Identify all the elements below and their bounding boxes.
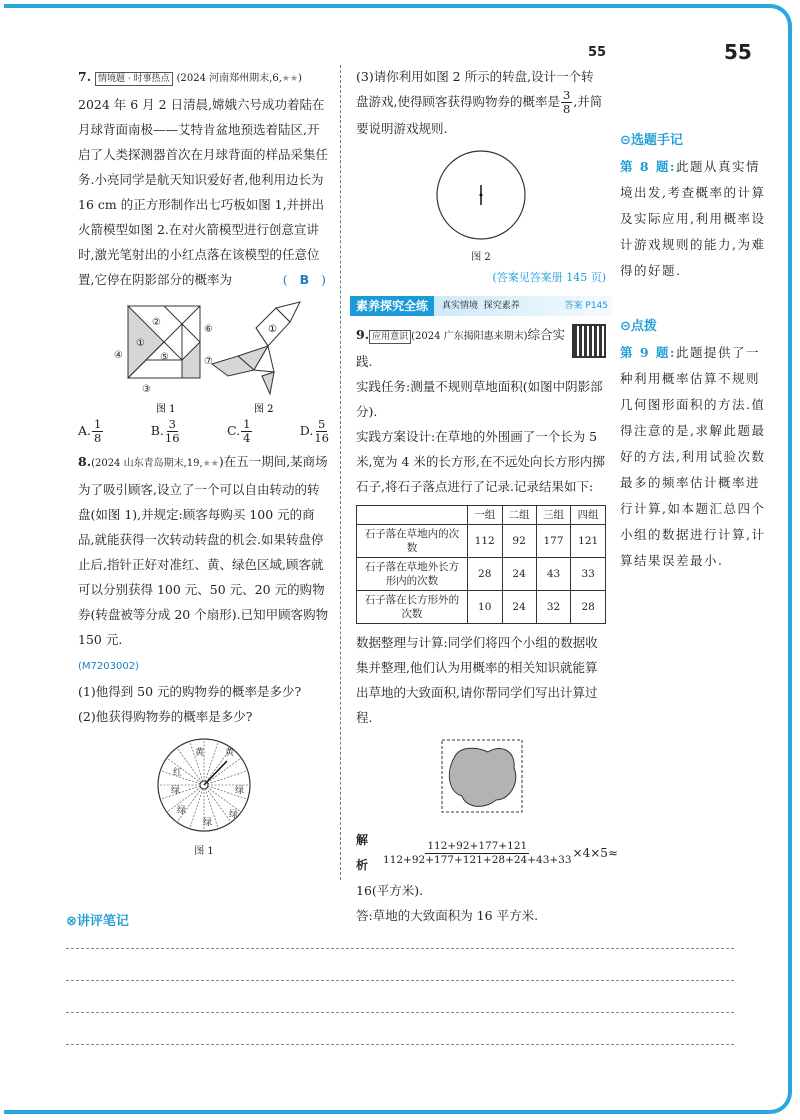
q8-text: )在五一期间,某商场为了吸引顾客,设立了一个可以自由转动的转盘(如图 1),并规定:顾客每购买 100 元的商品,就能获得一次转动转盘的机会.如果转盘停止后,指针正好对准红、黄、绿色区域,顾客就可以分别获得 100 元、50 元、20 元的购物券(转盘被等分成 20 个扇形).已知甲顾客购物 150 元. bbox=[78, 454, 329, 647]
q8-body bbox=[78, 449, 330, 652]
q7-number: 7. bbox=[78, 69, 92, 84]
banner-tags-left bbox=[442, 296, 520, 316]
table-row bbox=[357, 558, 606, 591]
q7-paren-close: ) bbox=[321, 272, 326, 287]
left-column bbox=[78, 64, 330, 859]
choice-a-num: 1 bbox=[94, 417, 102, 431]
page-number: 55 bbox=[724, 40, 752, 64]
q7-answer: B bbox=[299, 272, 310, 287]
table-cell: 43 bbox=[536, 558, 571, 591]
table-header-cell: 四组 bbox=[571, 506, 606, 525]
note-icon: ⊝ bbox=[620, 133, 631, 148]
choice-a bbox=[78, 418, 104, 445]
rocket-model bbox=[212, 302, 300, 394]
table-cell: 28 bbox=[467, 558, 502, 591]
sidebar-q8 bbox=[620, 154, 770, 284]
sidebar-q9 bbox=[620, 340, 770, 574]
tip-icon: ⊝ bbox=[620, 319, 631, 334]
choice-a-label: A. bbox=[78, 423, 92, 438]
sidebar-head2-text: 点拨 bbox=[630, 319, 657, 334]
solution-answer: 答:草地的大致面积为 16 平方米. bbox=[356, 908, 539, 923]
sidebar-q8-label: 第 8 题: bbox=[620, 159, 677, 174]
irregular-lawn bbox=[440, 738, 524, 816]
choice-d bbox=[300, 418, 330, 445]
table-header-cell: 二组 bbox=[502, 506, 536, 525]
q7-paren-open: ( bbox=[282, 272, 288, 287]
solution-numerator: 112+92+177+121 bbox=[427, 839, 528, 852]
choice-d-den: 16 bbox=[314, 431, 329, 445]
wheel-label-yellow-1: 黄 bbox=[195, 748, 205, 758]
choice-c-num: 1 bbox=[243, 417, 251, 431]
table-header-cell: 一组 bbox=[467, 506, 502, 525]
sidebar-q8-text: 此题从真实情境出发,考查概率的计算及实际应用,利用概率设计游戏规则的能力,为难得的好题. bbox=[620, 159, 766, 278]
banner-tag-1: 真实情境 bbox=[442, 301, 479, 311]
choice-b-num: 3 bbox=[168, 417, 176, 431]
lawn-figure bbox=[440, 738, 606, 824]
q9-plan: 实践方案设计:在草地的外围画了一个长为 5 米,宽为 4 米的长方形,在不远处向长方形内掷石子,将石子落点进行了记录.记录结果如下: bbox=[356, 429, 605, 494]
banner-title: 素养探究全练 bbox=[350, 296, 434, 316]
q9-head bbox=[356, 322, 606, 374]
table-cell: 10 bbox=[467, 591, 502, 624]
q7-source: (2024 河南郑州期末,6, bbox=[176, 73, 282, 84]
spinner-wheel bbox=[149, 733, 259, 837]
q7-text: 2024 年 6 月 2 日清晨,嫦娥六号成功着陆在月球背面南极——艾特肯盆地预选着陆区,开启了人类探测器首次在月球背面的样品采集任务.小亮同学是航天知识爱好者,他利用边长为 16 cm 的正方形制作出七巧板如图 1,并拼出火箭模型如图 2.在对火箭模型进行创意宣讲时,激光笔射出的小红点落在该模型的任意位置,它停在阴影部分的概率为 bbox=[78, 97, 329, 287]
table-cell: 112 bbox=[467, 525, 502, 558]
table-header-cell bbox=[357, 506, 468, 525]
column-separator bbox=[340, 65, 341, 880]
record-table bbox=[356, 505, 606, 624]
q9-number: 9. bbox=[356, 327, 370, 342]
q8-sub2: (2)他获得购物券的概率是多少? bbox=[78, 709, 253, 724]
rocket-piece-label: ① bbox=[268, 324, 277, 335]
q8-fig-caption: 图 1 bbox=[194, 846, 214, 857]
blank-wheel-figure bbox=[356, 147, 606, 265]
wheel-label-green-2: 绿 bbox=[177, 806, 187, 816]
q8-code: (M7203002) bbox=[78, 661, 139, 672]
middle-column bbox=[356, 64, 618, 928]
wheel-label-yellow-2: 黄 bbox=[225, 748, 235, 758]
solution-tail: ×4×5≈ bbox=[572, 845, 618, 860]
table-cell: 24 bbox=[502, 591, 536, 624]
note-line[interactable] bbox=[66, 1012, 734, 1013]
piece-label-3: ③ bbox=[142, 384, 151, 395]
q7-3-text-b: ,并简要说明游戏规则. bbox=[356, 94, 603, 136]
notes-icon: ⊗ bbox=[66, 914, 77, 929]
tangram-figures bbox=[78, 298, 330, 416]
q8-source: (2024 山东青岛期末,19, bbox=[91, 458, 203, 469]
choice-c-den: 4 bbox=[243, 431, 251, 445]
note-line[interactable] bbox=[66, 948, 734, 949]
table-row bbox=[357, 591, 606, 624]
wheel-label-green-5: 绿 bbox=[235, 786, 245, 796]
solution-result: 16(平方米). bbox=[356, 883, 424, 898]
solution-label: 解析 bbox=[356, 833, 369, 872]
q9-tag: 应用意识 bbox=[369, 330, 411, 344]
q8-sub1: (1)他得到 50 元的购物券的概率是多少? bbox=[78, 684, 302, 699]
q9-analysis: 数据整理与计算:同学们将四个小组的数据收集并整理,他们认为用概率的相关知识就能算出草地的大致面积,请你帮同学们写出计算过程. bbox=[356, 635, 598, 725]
q8-number: 8. bbox=[78, 454, 92, 469]
choice-d-label: D. bbox=[299, 423, 314, 438]
piece-label-6: ⑥ bbox=[204, 324, 213, 335]
q9-solution bbox=[356, 828, 618, 878]
q7-3-frac-num: 3 bbox=[562, 88, 571, 102]
q7-3-frac-den: 8 bbox=[562, 102, 571, 116]
table-cell: 33 bbox=[571, 558, 606, 591]
piece-label-1: ① bbox=[136, 338, 145, 349]
table-row bbox=[357, 525, 606, 558]
section-banner bbox=[350, 296, 612, 316]
table-cell: 92 bbox=[502, 525, 536, 558]
table-cell: 24 bbox=[502, 558, 536, 591]
q7-3-fig-caption: 图 2 bbox=[471, 252, 491, 263]
right-sidebar bbox=[620, 128, 770, 574]
piece-label-5: ⑤ bbox=[160, 352, 169, 363]
choice-d-num: 5 bbox=[318, 417, 326, 431]
banner-tags bbox=[434, 296, 612, 316]
wheel-label-green-3: 绿 bbox=[203, 818, 213, 828]
wheel-label-red: 红 bbox=[173, 768, 183, 778]
q7-answer-slot bbox=[283, 267, 326, 292]
notes-title: 讲评笔记 bbox=[76, 914, 129, 929]
wheel-label-green-1: 绿 bbox=[171, 786, 181, 796]
choice-b-label: B. bbox=[150, 423, 164, 438]
choice-a-den: 8 bbox=[94, 431, 102, 445]
difficulty-stars-icon: ★★ bbox=[281, 74, 299, 84]
banner-answer-key: 答案 P145 bbox=[564, 301, 608, 311]
note-line[interactable] bbox=[66, 1044, 734, 1045]
q7-body bbox=[78, 64, 330, 292]
q7-source-end: ) bbox=[298, 73, 302, 84]
sidebar-head-notes bbox=[620, 128, 770, 154]
table-cell: 177 bbox=[536, 525, 571, 558]
sidebar-q9-label: 第 9 题: bbox=[620, 345, 677, 360]
wheel-label-green-4: 绿 bbox=[229, 810, 239, 820]
piece-label-2: ② bbox=[152, 317, 161, 328]
q9-source: (2024 广东揭阳惠来期末) bbox=[411, 331, 528, 342]
piece-label-4: ④ bbox=[114, 350, 123, 361]
banner-tag-2: 探究素养 bbox=[483, 301, 520, 311]
notes-header bbox=[66, 910, 129, 929]
table-cell: 石子落在草地外长方形内的次数 bbox=[357, 558, 468, 591]
table-cell: 28 bbox=[571, 591, 606, 624]
q7-3-text bbox=[356, 64, 606, 141]
q7-figures bbox=[78, 298, 330, 416]
q9-title: 综合实践. bbox=[356, 327, 566, 369]
wheel-figure bbox=[78, 733, 330, 859]
page-number-small: 55 bbox=[588, 45, 607, 60]
solution-denominator: 112+92+177+121+28+24+43+33 bbox=[383, 853, 572, 866]
table-header-row bbox=[357, 506, 606, 525]
choice-c bbox=[227, 418, 253, 445]
sidebar-head-tips bbox=[620, 314, 770, 340]
q7-fig2-caption: 图 2 bbox=[254, 404, 274, 415]
sidebar-head1-text: 选题手记 bbox=[630, 133, 683, 148]
q8-code-line bbox=[78, 652, 330, 679]
table-cell: 石子落在草地内的次数 bbox=[357, 525, 468, 558]
table-cell: 121 bbox=[571, 525, 606, 558]
q8-stars-icon: ★★ bbox=[202, 459, 219, 469]
choice-b-den: 16 bbox=[164, 431, 180, 445]
choice-b bbox=[151, 418, 181, 445]
q7-choices bbox=[78, 418, 330, 445]
blank-spinner bbox=[431, 147, 531, 243]
note-line[interactable] bbox=[66, 980, 734, 981]
q9-task: 实践任务:测量不规则草地面积(如图中阴影部分). bbox=[356, 379, 603, 419]
sidebar-q9-text: 此题提供了一种利用概率估算不规则几何图形面积的方法.值得注意的是,求解此题最好的方法,利用试验次数最多的频率估计概率进行计算,如本题汇总四个小组的数据进行计算,计算结果误差最小. bbox=[620, 345, 766, 568]
table-cell: 32 bbox=[536, 591, 571, 624]
piece-label-7: ⑦ bbox=[204, 356, 213, 367]
answer-ref: (答案见答案册 145 页) bbox=[492, 271, 606, 284]
q7-3-text-a: (3)请你利用如图 2 所示的转盘,设计一个转盘游戏,使得顾客获得购物券的概率是 bbox=[356, 69, 594, 109]
table-cell: 石子落在长方形外的次数 bbox=[357, 591, 468, 624]
qr-code-icon[interactable] bbox=[572, 324, 606, 358]
q7-fig1-caption: 图 1 bbox=[156, 404, 176, 415]
choice-c-label: C. bbox=[226, 423, 241, 438]
table-header-cell: 三组 bbox=[536, 506, 571, 525]
q7-tag: 情境题 · 时事热点 bbox=[95, 72, 173, 86]
